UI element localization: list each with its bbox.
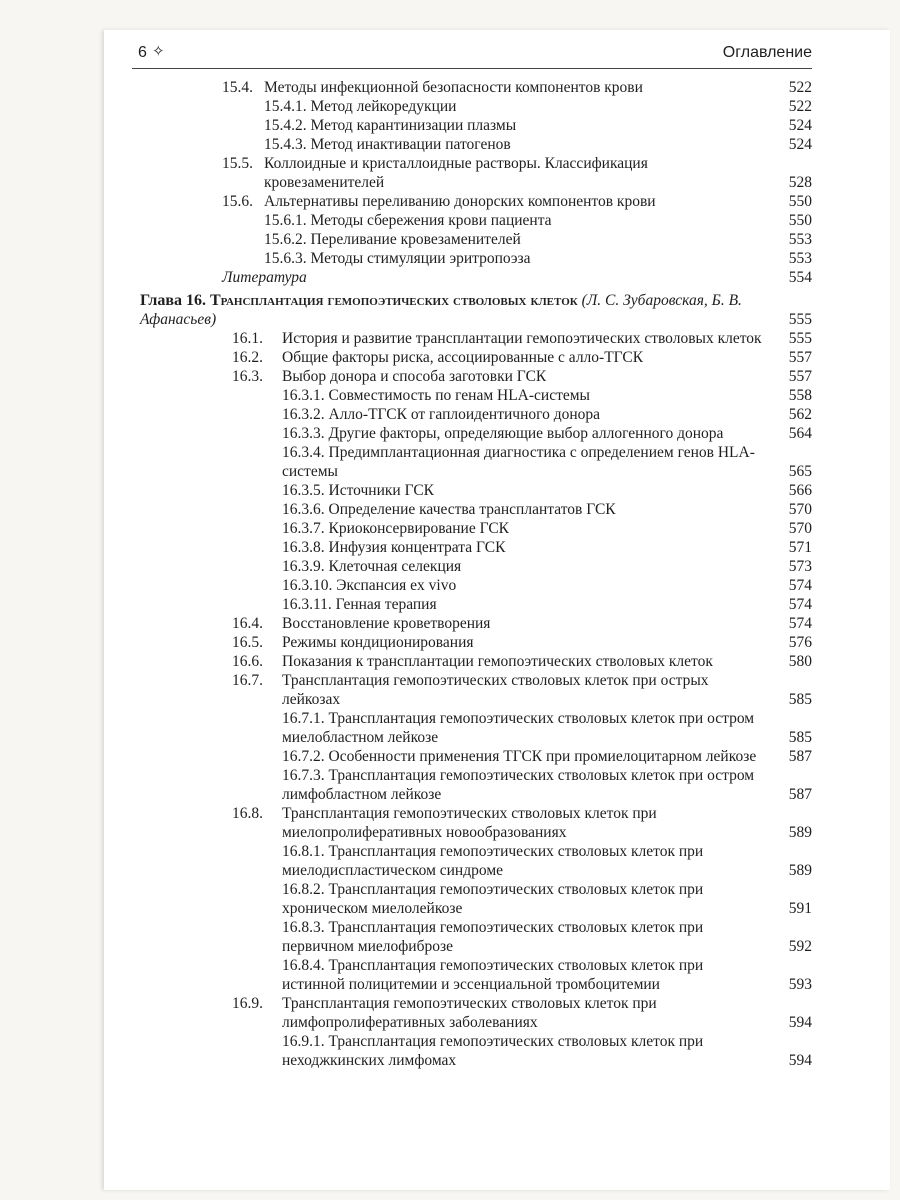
toc-entry-page: 587	[788, 748, 812, 765]
toc-entry[interactable]	[132, 367, 812, 386]
toc-entry-title: 16.3.1. Совместимость по генам HLA-системы	[282, 387, 590, 404]
toc-entry-page: 593	[788, 976, 812, 993]
toc-entry-number: 16.7.	[232, 672, 263, 689]
toc-entry-number: 15.4.	[222, 79, 253, 96]
ornament-icon: ✧	[152, 43, 165, 60]
toc-entry-title: 16.7.1. Трансплантация гемопоэтических стволовых клеток при остром миелобластном лейкозе	[282, 710, 755, 746]
toc-entry[interactable]	[132, 97, 812, 116]
toc-entry-title: Общие факторы риска, ассоциированные с алло-ТГСК	[282, 349, 644, 366]
toc-entry[interactable]	[132, 481, 812, 500]
toc-entry-page: 585	[788, 729, 812, 746]
toc-entry-page: 566	[788, 482, 812, 499]
toc-entry-page: 591	[788, 900, 812, 917]
toc-entry[interactable]	[132, 348, 812, 367]
toc-entry[interactable]	[132, 154, 812, 192]
toc-entry-title: 15.6.2. Переливание кровезаменителей	[264, 231, 521, 248]
toc-entry-page: 555	[788, 330, 812, 347]
toc-entry-page: 574	[788, 577, 812, 594]
toc-entry-title: Трансплантация гемопоэтических стволовых клеток при острых лейкозах	[282, 672, 709, 708]
toc-entry[interactable]	[132, 211, 812, 230]
toc-entry-title: 16.3.8. Инфузия концентрата ГСК	[282, 539, 506, 556]
toc-entry-page: 528	[788, 174, 812, 191]
toc-entry-page: 554	[788, 269, 812, 286]
toc-entry-title: 15.4.3. Метод инактивации патогенов	[264, 136, 511, 153]
toc-entry-page: 594	[788, 1052, 812, 1069]
toc-entry[interactable]	[132, 135, 812, 154]
toc-entry-page: 594	[788, 1014, 812, 1031]
toc-entry-page: 557	[788, 368, 812, 385]
toc-entry-title: Показания к трансплантации гемопоэтических стволовых клеток	[282, 653, 713, 670]
toc-entry-title: Восстановление кроветворения	[282, 615, 491, 632]
toc-entry-page: 587	[788, 786, 812, 803]
toc-entry-title: 16.3.9. Клеточная селекция	[282, 558, 462, 575]
toc-entry-title: 16.3.7. Криоконсервирование ГСК	[282, 520, 510, 537]
toc-entry-title: Коллоидные и кристаллоидные растворы. Классификация кровезаменителей	[264, 155, 648, 191]
toc-entry[interactable]	[132, 386, 812, 405]
toc-entry[interactable]	[132, 614, 812, 633]
chapter-page: 555	[788, 311, 812, 328]
toc-entry-title: 16.3.4. Предимплантационная диагностика с определением генов HLA-системы	[282, 444, 755, 480]
toc-entry[interactable]	[132, 671, 812, 709]
toc-entry-page: 562	[788, 406, 812, 423]
toc-entry[interactable]	[132, 116, 812, 135]
toc-entry-page: 522	[788, 79, 812, 96]
toc-entry[interactable]	[132, 557, 812, 576]
toc-entry-page: 553	[788, 231, 812, 248]
toc-entry-page: 574	[788, 596, 812, 613]
toc-entry-title: Режимы кондиционирования	[282, 634, 474, 651]
toc-entry-page: 585	[788, 691, 812, 708]
toc-entry-page: 589	[788, 824, 812, 841]
toc-entry-title: 16.3.6. Определение качества трансплантатов ГСК	[282, 501, 616, 518]
table-of-contents	[132, 78, 812, 1070]
toc-entry-page: 522	[788, 98, 812, 115]
toc-entry[interactable]	[132, 747, 812, 766]
toc-entry[interactable]	[132, 443, 812, 481]
chapter-label: Глава 16.	[140, 292, 210, 309]
toc-entry-title: 16.8.4. Трансплантация гемопоэтических стволовых клеток при истинной полицитемии и эссенциальной тромбоцитемии	[282, 957, 704, 993]
section-title: Оглавление	[722, 44, 812, 61]
toc-entry[interactable]	[132, 595, 812, 614]
toc-entry-page: 565	[788, 463, 812, 480]
chapter-heading[interactable]	[132, 291, 812, 329]
chapter-authors: (Л. С. Зубаровская, Б. В. Афанасьев)	[140, 292, 742, 328]
toc-entry-title: Альтернативы переливанию донорских компонентов крови	[264, 193, 656, 210]
toc-entry-title: 16.8.2. Трансплантация гемопоэтических стволовых клеток при хроническом миелолейкозе	[282, 881, 704, 917]
toc-entry[interactable]	[132, 249, 812, 268]
toc-entry-title: 16.8.1. Трансплантация гемопоэтических стволовых клеток при миелодиспластическом синдроме	[282, 843, 704, 879]
toc-entry[interactable]	[132, 652, 812, 671]
toc-entry[interactable]	[132, 500, 812, 519]
toc-entry[interactable]	[132, 994, 812, 1032]
toc-entry-page: 557	[788, 349, 812, 366]
page-number: 6	[138, 44, 147, 61]
toc-entry[interactable]	[132, 78, 812, 97]
toc-entry[interactable]	[132, 192, 812, 211]
toc-entry[interactable]	[132, 230, 812, 249]
toc-entry-number: 16.4.	[232, 615, 263, 632]
toc-entry-number: 15.5.	[222, 155, 253, 172]
toc-entry-number: 16.9.	[232, 995, 263, 1012]
toc-entry-number: 16.3.	[232, 368, 263, 385]
toc-entry-page: 576	[788, 634, 812, 651]
toc-entry-page: 573	[788, 558, 812, 575]
toc-entry-number: 16.6.	[232, 653, 263, 670]
toc-entry-page: 580	[788, 653, 812, 670]
toc-entry-title: 16.3.11. Генная терапия	[282, 596, 437, 613]
toc-entry-title: Трансплантация гемопоэтических стволовых клеток при миелопролиферативных новообразованиях	[282, 805, 657, 841]
toc-entry-number: 15.6.	[222, 193, 253, 210]
toc-entry[interactable]	[132, 880, 812, 918]
toc-entry-page: 570	[788, 520, 812, 537]
toc-entry[interactable]	[132, 519, 812, 538]
toc-entry[interactable]	[132, 576, 812, 595]
toc-entry-title: 15.4.1. Метод лейкоредукции	[264, 98, 457, 115]
toc-entry[interactable]	[132, 538, 812, 557]
toc-entry-title: Литература	[222, 269, 307, 286]
toc-entry-title: 16.7.2. Особенности применения ТГСК при промиелоцитарном лейкозе	[282, 748, 757, 765]
toc-entry[interactable]	[132, 842, 812, 880]
toc-entry[interactable]	[132, 268, 812, 287]
toc-entry-page: 553	[788, 250, 812, 267]
toc-entry-title: 16.3.3. Другие факторы, определяющие выбор аллогенного донора	[282, 425, 724, 442]
toc-entry-title: 15.6.1. Методы сбережения крови пациента	[264, 212, 552, 229]
toc-entry-title: 16.8.3. Трансплантация гемопоэтических стволовых клеток при первичном миелофиброзе	[282, 919, 704, 955]
toc-entry[interactable]	[132, 918, 812, 956]
toc-entry-title: 16.3.2. Алло-ТГСК от гаплоидентичного донора	[282, 406, 601, 423]
toc-entry-page: 589	[788, 862, 812, 879]
toc-entry[interactable]	[132, 1032, 812, 1070]
toc-entry-page: 550	[788, 212, 812, 229]
toc-entry-page: 564	[788, 425, 812, 442]
toc-entry-title: 16.3.10. Экспансия ex vivo	[282, 577, 457, 594]
toc-entry-title: Выбор донора и способа заготовки ГСК	[282, 368, 547, 385]
toc-entry[interactable]	[132, 405, 812, 424]
page-header	[132, 40, 812, 66]
toc-entry-title: 16.9.1. Трансплантация гемопоэтических стволовых клеток при неходжкинских лимфомах	[282, 1033, 704, 1069]
toc-entry-page: 524	[788, 136, 812, 153]
chapter-title: Трансплантация гемопоэтических стволовых клеток	[210, 292, 578, 309]
toc-entry[interactable]	[132, 329, 812, 348]
toc-entry[interactable]	[132, 804, 812, 842]
toc-entry[interactable]	[132, 956, 812, 994]
toc-entry-title: История и развитие трансплантации гемопоэтических стволовых клеток	[282, 330, 762, 347]
toc-entry-title: 16.7.3. Трансплантация гемопоэтических стволовых клеток при остром лимфобластном лейкозе	[282, 767, 755, 803]
toc-entry-title: 16.3.5. Источники ГСК	[282, 482, 435, 499]
toc-entry[interactable]	[132, 424, 812, 443]
header-divider	[132, 68, 812, 69]
toc-entry-page: 571	[788, 539, 812, 556]
toc-entry-page: 574	[788, 615, 812, 632]
toc-entry-title: Трансплантация гемопоэтических стволовых клеток при лимфопролиферативных заболеваниях	[282, 995, 657, 1031]
toc-entry-number: 16.8.	[232, 805, 263, 822]
toc-entry-page: 570	[788, 501, 812, 518]
toc-entry-number: 16.5.	[232, 634, 263, 651]
toc-entry[interactable]	[132, 709, 812, 747]
toc-entry-title: 15.4.2. Метод карантинизации плазмы	[264, 117, 517, 134]
toc-entry-page: 592	[788, 938, 812, 955]
toc-entry-number: 16.2.	[232, 349, 263, 366]
toc-entry[interactable]	[132, 633, 812, 652]
toc-entry-page: 524	[788, 117, 812, 134]
toc-entry-page: 550	[788, 193, 812, 210]
toc-entry-title: Методы инфекционной безопасности компонентов крови	[264, 79, 643, 96]
toc-entry[interactable]	[132, 766, 812, 804]
toc-entry-page: 558	[788, 387, 812, 404]
toc-entry-number: 16.1.	[232, 330, 263, 347]
toc-entry-title: 15.6.3. Методы стимуляции эритропоэза	[264, 250, 531, 267]
